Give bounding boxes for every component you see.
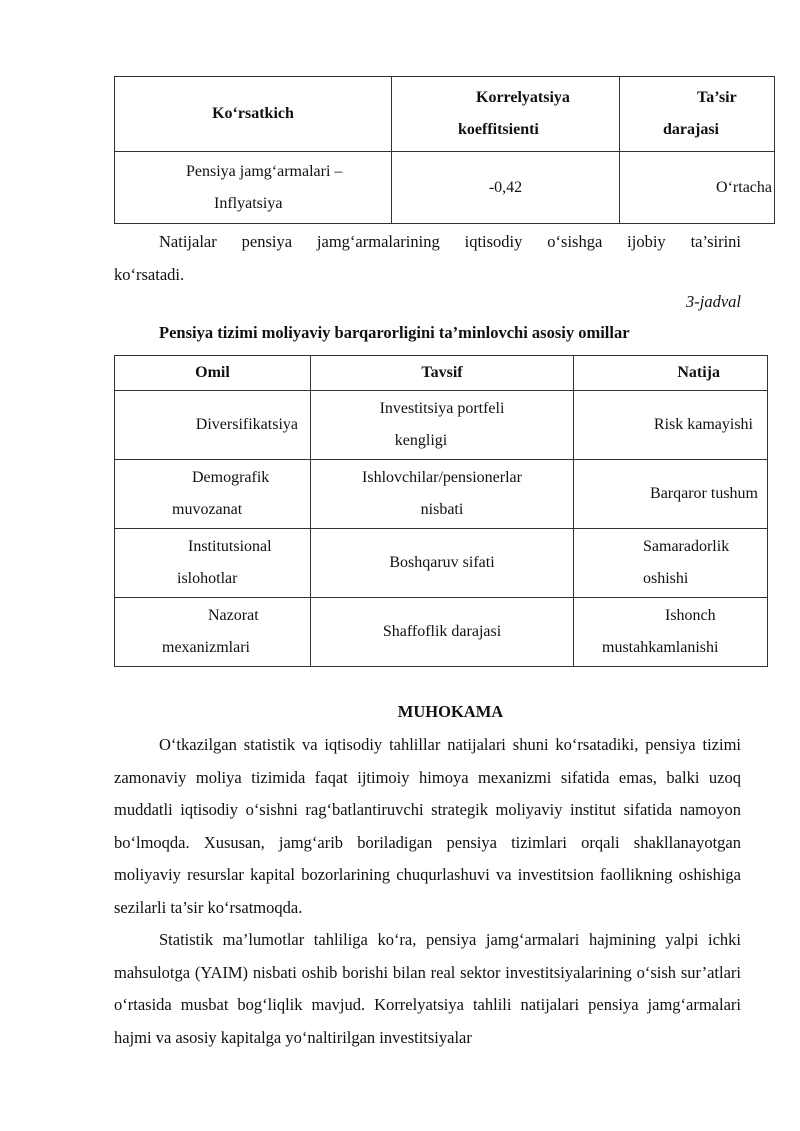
table-row xyxy=(115,529,768,598)
discussion-paragraph-2: Statistik ma’lumotlar tahliliga ko‘ra, pensiya jamg‘armalari hajmining yalpi ichki mahsulotga (YAIM) nisbati oshib borishi bilan real sektor investitsiyalarining o‘sish sur’atlari o‘rtasida musbat bog‘liqlik mavjud. Korrelyatsiya tahlili natijalari pensiya jamg‘armalari hajmi va asosiy kapitalga yo‘naltirilgan investitsiyalar xyxy=(114,930,741,1047)
header-factor: Omil xyxy=(115,356,311,391)
table-row xyxy=(115,460,768,529)
header-indicator: Ko‘rsatkich xyxy=(115,77,392,152)
header-impact: Ta’sir darajasi xyxy=(620,77,775,152)
cell-indicator: Pensiya jamg‘armalari – Inflyatsiya xyxy=(115,152,392,224)
cell-result: Ishonch mustahkamlanishi xyxy=(574,598,768,667)
cell-description: Investitsiya portfeli kengligi xyxy=(311,391,574,460)
header-result: Natija xyxy=(574,356,768,391)
table-title: Pensiya tizimi moliyaviy barqarorligini ta’minlovchi asosiy omillar xyxy=(159,323,630,342)
cell-coefficient: -0,42 xyxy=(392,152,620,224)
cell-result: Samaradorlik oshishi xyxy=(574,529,768,598)
factors-table xyxy=(114,355,768,667)
header-correlation: Korrelyatsiya koeffitsienti xyxy=(392,77,620,152)
discussion-paragraph-1: O‘tkazilgan statistik va iqtisodiy tahlillar natijalari shuni ko‘rsatadiki, pensiya tizimi zamonaviy moliya tizimida faqat ijtimoiy himoya mexanizmi sifatida emas, balki uzoq muddatli iqtisodiy o‘sishni rag‘batlantiruvchi strategik moliyaviy institut sifatida namoyon bo‘lmoqda. Xususan, jamg‘arib boriladigan pensiya tizimlari orqali shakllanayotgan moliyaviy resurslar kapital bozorlarining chuqurlashuvi va investitsion faollikning oshishiga sezilarli ta’sir ko‘rsatmoqda. xyxy=(114,735,741,917)
section-heading: MUHOKAMA xyxy=(397,702,504,721)
table-row xyxy=(115,391,768,460)
cell-factor: Nazorat mexanizmlari xyxy=(115,598,311,667)
table-row xyxy=(115,598,768,667)
correlation-table xyxy=(114,76,775,224)
table-label: 3-jadval xyxy=(686,292,741,311)
cell-description: Boshqaruv sifati xyxy=(311,529,574,598)
header-description: Tavsif xyxy=(311,356,574,391)
cell-result: Barqaror tushum xyxy=(574,460,768,529)
cell-factor: Diversifikatsiya xyxy=(115,391,311,460)
cell-factor: Demografik muvozanat xyxy=(115,460,311,529)
cell-description: Shaffoflik darajasi xyxy=(311,598,574,667)
result-sentence: Natijalar pensiya jamg‘armalarining iqtisodiy o‘sishga ijobiy ta’sirini ko‘rsatadi. xyxy=(114,232,741,284)
cell-result: Risk kamayishi xyxy=(574,391,768,460)
cell-factor: Institutsional islohotlar xyxy=(115,529,311,598)
cell-impact: O‘rtacha xyxy=(620,152,775,224)
cell-description: Ishlovchilar/pensionerlar nisbati xyxy=(311,460,574,529)
